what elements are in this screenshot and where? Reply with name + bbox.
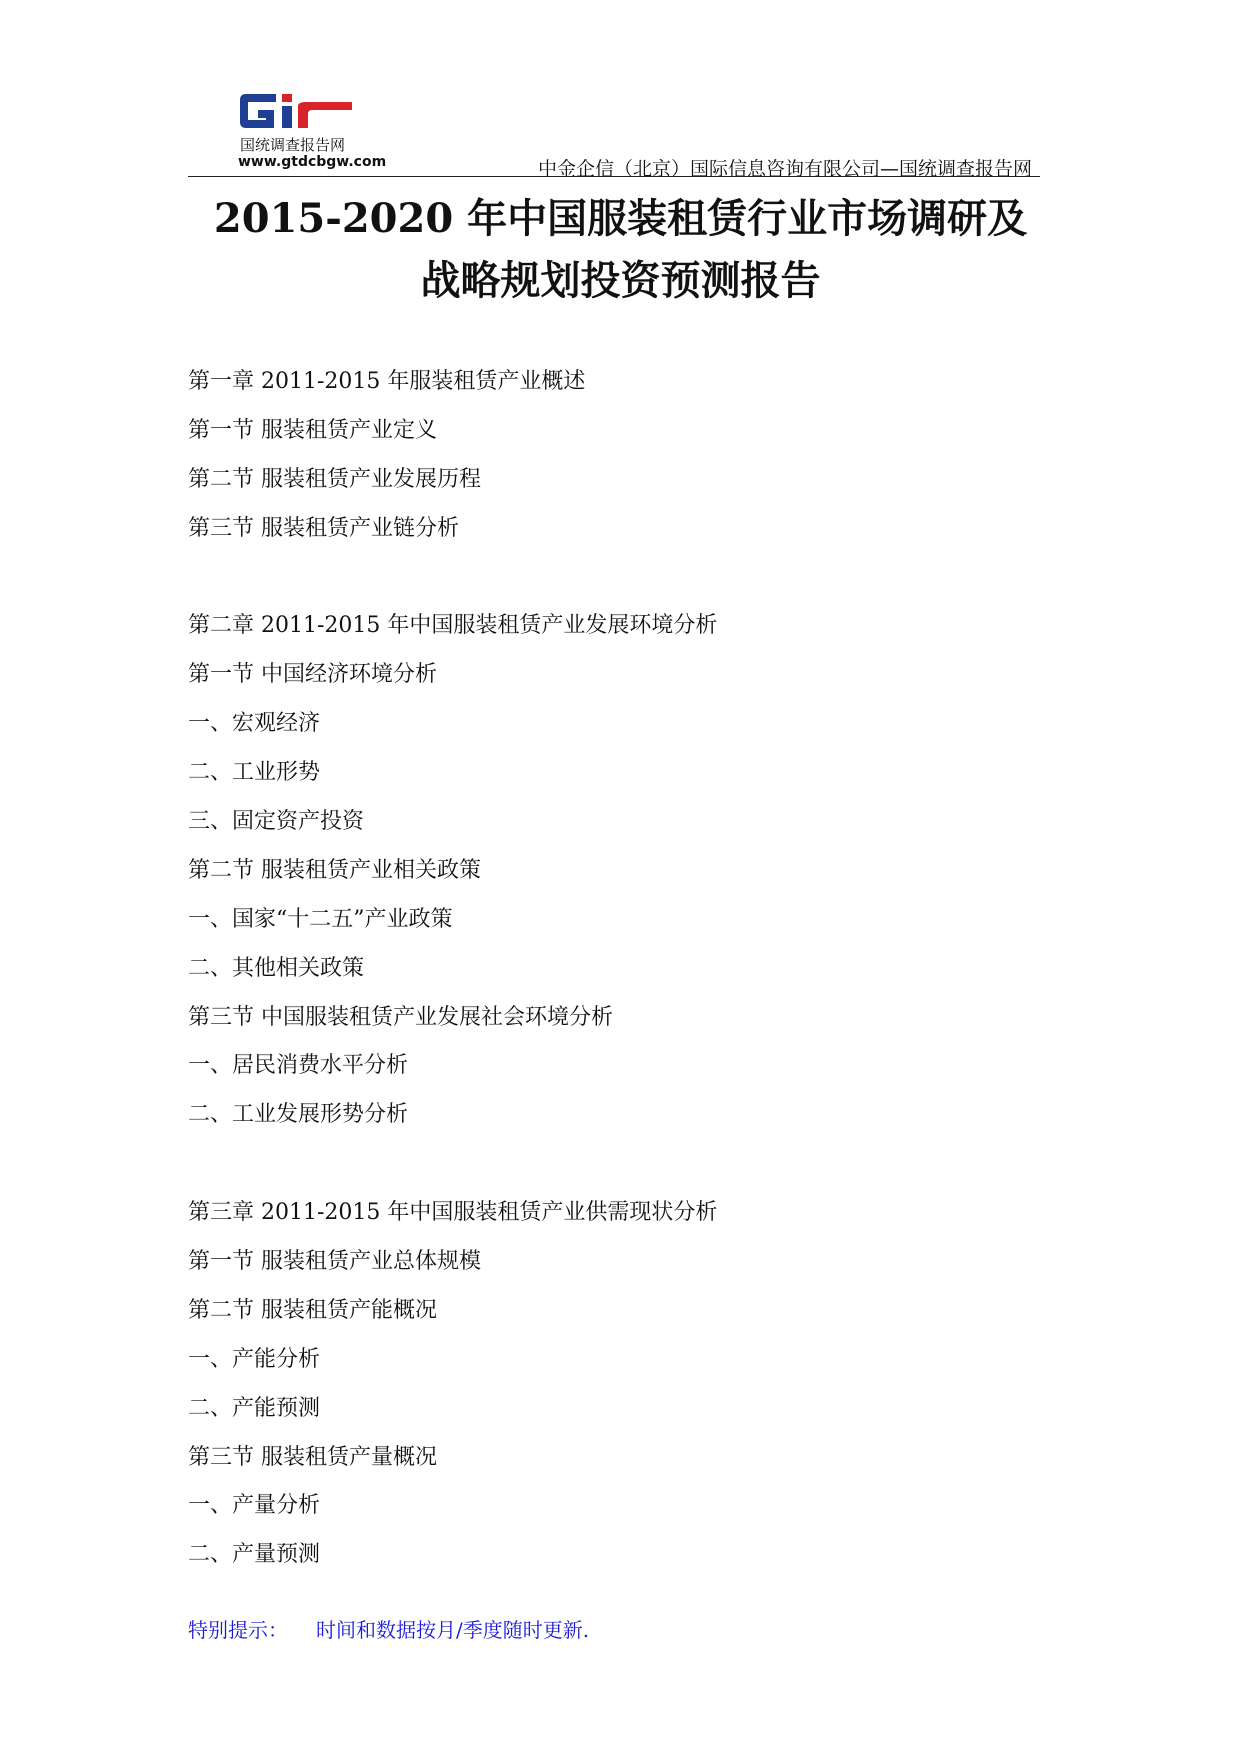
toc-item: 二、工业发展形势分析 [188, 1102, 409, 1128]
gir-logo-icon [238, 90, 354, 132]
logo [198, 86, 388, 174]
title-line-1: 2015-2020 年中国服装租赁行业市场调研及 [213, 195, 1028, 242]
toc-item: 一、居民消费水平分析 [188, 1053, 409, 1079]
toc-section: 第一节 中国经济环境分析 [188, 662, 437, 688]
toc-item: 三、固定资产投资 [188, 809, 365, 835]
toc-item: 一、产量分析 [188, 1493, 321, 1519]
logo-chinese-name: 国统调查报告网 [240, 136, 346, 154]
toc-item: 一、产能分析 [188, 1346, 321, 1372]
toc-section: 第一节 服装租赁产业总体规模 [188, 1249, 481, 1275]
toc-item: 一、宏观经济 [188, 711, 321, 737]
title-line-2: 战略规划投资预测报告 [420, 257, 821, 304]
toc-section: 第三节 中国服装租赁产业发展社会环境分析 [188, 1004, 613, 1030]
report-title [100, 188, 1141, 312]
table-of-contents [188, 366, 1088, 1588]
toc-item: 二、产量预测 [188, 1542, 321, 1568]
toc-item: 二、其他相关政策 [188, 955, 365, 981]
toc-section: 第一节 服装租赁产业定义 [188, 417, 437, 443]
company-name: 中金企信（北京）国际信息咨询有限公司—国统调查报告网 [537, 158, 1032, 180]
note-text: 时间和数据按月/季度随时更新. [316, 1618, 590, 1642]
toc-item: 二、产能预测 [188, 1395, 321, 1421]
note-label: 特别提示： [188, 1618, 288, 1642]
toc-section: 第二节 服装租赁产业相关政策 [188, 857, 481, 883]
page-header [188, 86, 1040, 180]
toc-chapter: 第二章 2011-2015 年中国服装租赁产业发展环境分析 [188, 613, 718, 639]
header-divider [188, 176, 1040, 177]
toc-chapter: 第三章 2011-2015 年中国服装租赁产业供需现状分析 [188, 1200, 718, 1226]
toc-item: 二、工业形势 [188, 760, 321, 786]
logo-url: www.gtdcbgw.com [238, 154, 387, 170]
toc-section: 第二节 服装租赁产能概况 [188, 1297, 437, 1323]
toc-item: 一、国家“十二五”产业政策 [188, 906, 453, 932]
toc-section: 第三节 服装租赁产业链分析 [188, 515, 459, 541]
toc-section: 第三节 服装租赁产量概况 [188, 1444, 437, 1470]
toc-section: 第二节 服装租赁产业发展历程 [188, 466, 481, 492]
toc-chapter: 第一章 2011-2015 年服装租赁产业概述 [188, 369, 586, 394]
special-note [188, 1614, 589, 1643]
